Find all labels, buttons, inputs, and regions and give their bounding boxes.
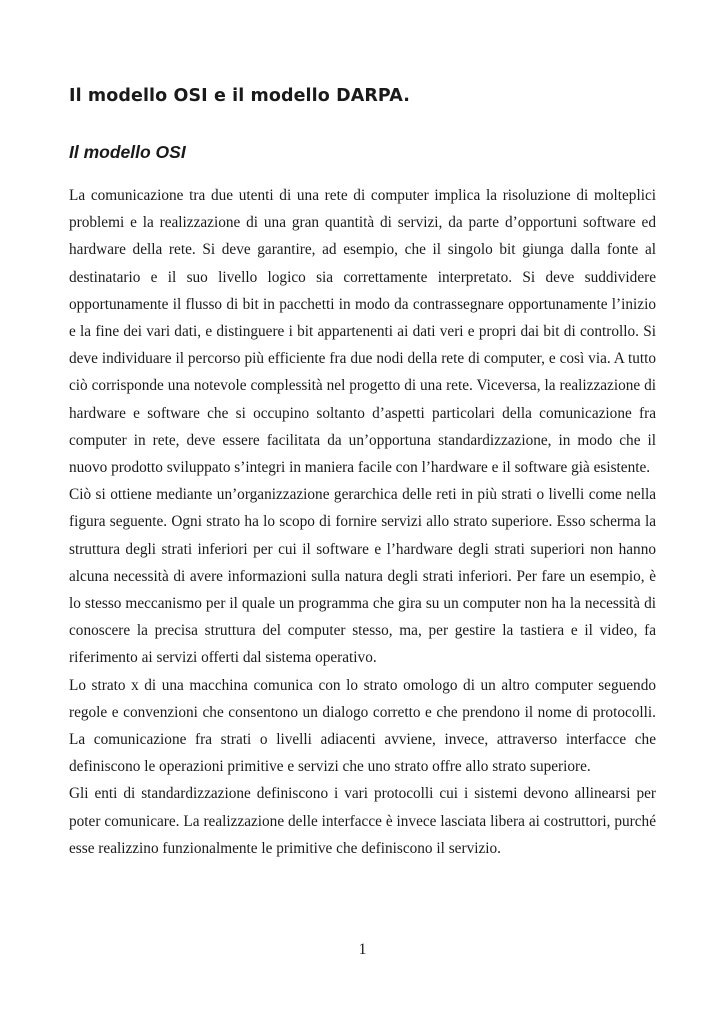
paragraph: Ciò si ottiene mediante un’organizzazione gerarchica delle reti in più strati o livelli come nella figura seguente. Ogni strato ha lo scopo di fornire servizi allo strato superiore. Esso scherma la struttura degli strati inferiori per cui il software e l’hardware degli strati superiori non hanno alcuna necessità di avere informazioni sulla natura degli strati inferiori. Per fare un esempio, è lo stesso meccanismo per il quale un programma che gira su un computer non ha la necessità di conoscere la precisa struttura del computer stesso, ma, per gestire la tastiera e il video, fa riferimento ai servizi offerti dal sistema operativo. — [69, 486, 656, 667]
paragraph: Lo strato x di una macchina comunica con lo strato omologo di un altro computer seguendo regole e convenzioni che consentono un dialogo corretto e che prendono il nome di protocolli. La comunicazione fra strati o livelli adiacenti avviene, invece, attraverso interfacce che definiscono le operazioni primitive e servizi che uno strato offre allo strato superiore. — [69, 676, 656, 776]
paragraph: Gli enti di standardizzazione definiscono i vari protocolli cui i sistemi devono allinearsi per poter comunicare. La realizzazione delle interfacce è invece lasciata libera ai costruttori, purché esse realizzino funzionalmente le primitive che definiscono il servizio. — [69, 785, 656, 857]
page-number: 1 — [358, 941, 367, 958]
document-page — [69, 0, 656, 1024]
document-body — [69, 182, 656, 862]
paragraph: La comunicazione tra due utenti di una rete di computer implica la risoluzione di molteplici problemi e la realizzazione di una gran quantità di servizi, da parte d’opportuni software ed hardware della rete. Si deve garantire, ad esempio, che il singolo bit giunga dalla fonte al destinatario e il suo livello logico sia correttamente interpretato. Si deve suddividere opportunamente il flusso di bit in pacchetti in modo da contrassegnare opportunamente l’inizio e la fine dei vari dati, e distinguere i bit appartenenti ai dati veri e propri dai bit di controllo. Si deve individuare il percorso più efficiente fra due nodi della rete di computer, e così via. A tutto ciò corrisponde una notevole complessità nel progetto di una rete. Viceversa, la realizzazione di hardware e software che si occupino soltanto d’aspetti particolari della comunicazione fra computer in rete, deve essere facilitata da un’opportuna standardizzazione, in modo che il nuovo prodotto sviluppato s’integri in maniera facile con l’hardware e il software già esistente. — [69, 187, 656, 477]
document-title: Il modello OSI e il modello DARPA. — [69, 86, 410, 106]
section-title: Il modello OSI — [69, 142, 186, 162]
